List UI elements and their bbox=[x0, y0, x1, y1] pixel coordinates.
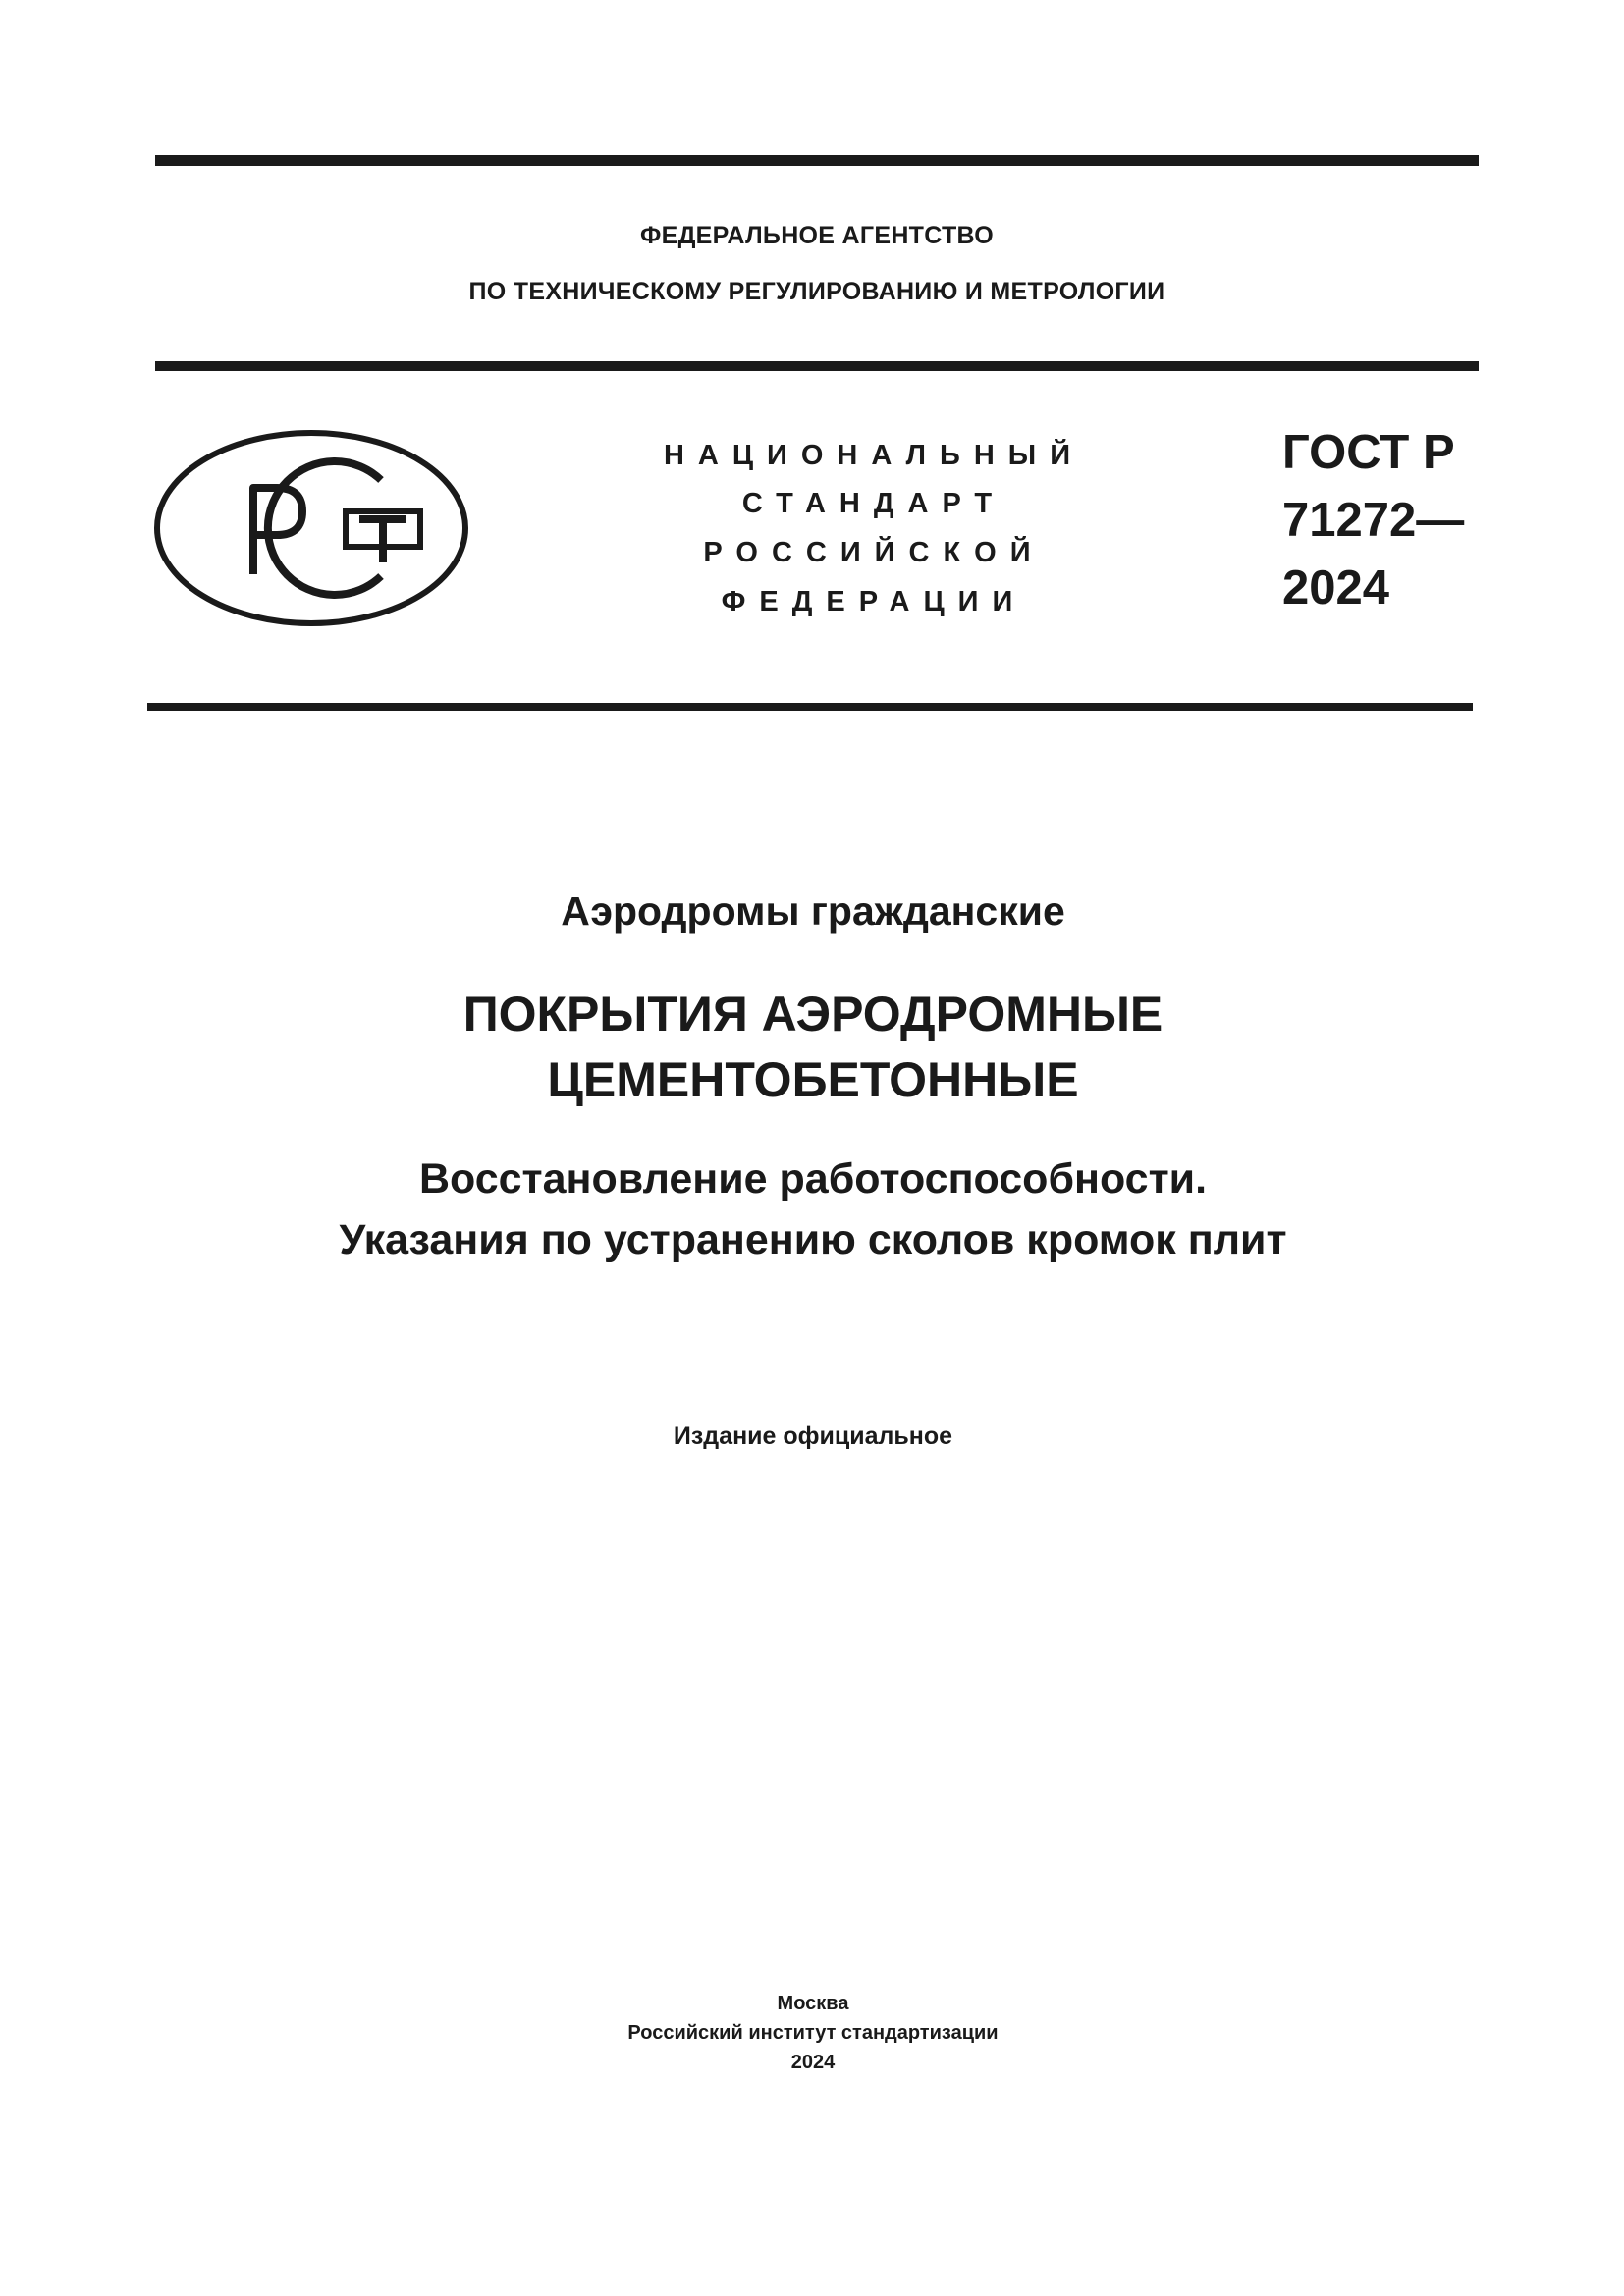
standard-type-line2: СТАНДАРТ bbox=[741, 488, 1006, 519]
agency-name-line2: ПО ТЕХНИЧЕСКОМУ РЕГУЛИРОВАНИЮ И МЕТРОЛОГИИ bbox=[468, 278, 1165, 305]
document-title-line1: ПОКРЫТИЯ АЭРОДРОМНЫЕ bbox=[462, 987, 1164, 1041]
agency-name-line1: ФЕДЕРАЛЬНОЕ АГЕНТСТВО bbox=[639, 222, 995, 249]
document-title-line2: ЦЕМЕНТОБЕТОННЫЕ bbox=[547, 1052, 1079, 1107]
imprint-year: 2024 bbox=[790, 2052, 836, 2073]
standard-type-line1: НАЦИОНАЛЬНЫЙ bbox=[663, 440, 1085, 471]
top-rule bbox=[155, 155, 1479, 166]
designation-line1: ГОСТ Р bbox=[1282, 426, 1455, 479]
bottom-rule bbox=[147, 703, 1473, 711]
document-series: Аэродромы гражданские bbox=[561, 888, 1065, 934]
standard-type-line4: ФЕДЕРАЦИИ bbox=[721, 586, 1027, 617]
imprint-publisher: Российский институт стандартизации bbox=[627, 2022, 999, 2044]
document-subtitle-line2: Указания по устранению сколов кромок плит bbox=[339, 1216, 1287, 1263]
middle-rule bbox=[155, 361, 1479, 371]
document-subtitle-line1: Восстановление работоспособности. bbox=[418, 1155, 1208, 1202]
rst-certification-mark-icon bbox=[153, 429, 469, 627]
designation-line3: 2024 bbox=[1282, 561, 1390, 614]
imprint-city: Москва bbox=[777, 1993, 849, 2014]
standard-type-line3: РОССИЙСКОЙ bbox=[703, 537, 1045, 568]
designation-line2: 71272— bbox=[1282, 494, 1465, 547]
edition-note: Издание официальное bbox=[673, 1422, 953, 1450]
